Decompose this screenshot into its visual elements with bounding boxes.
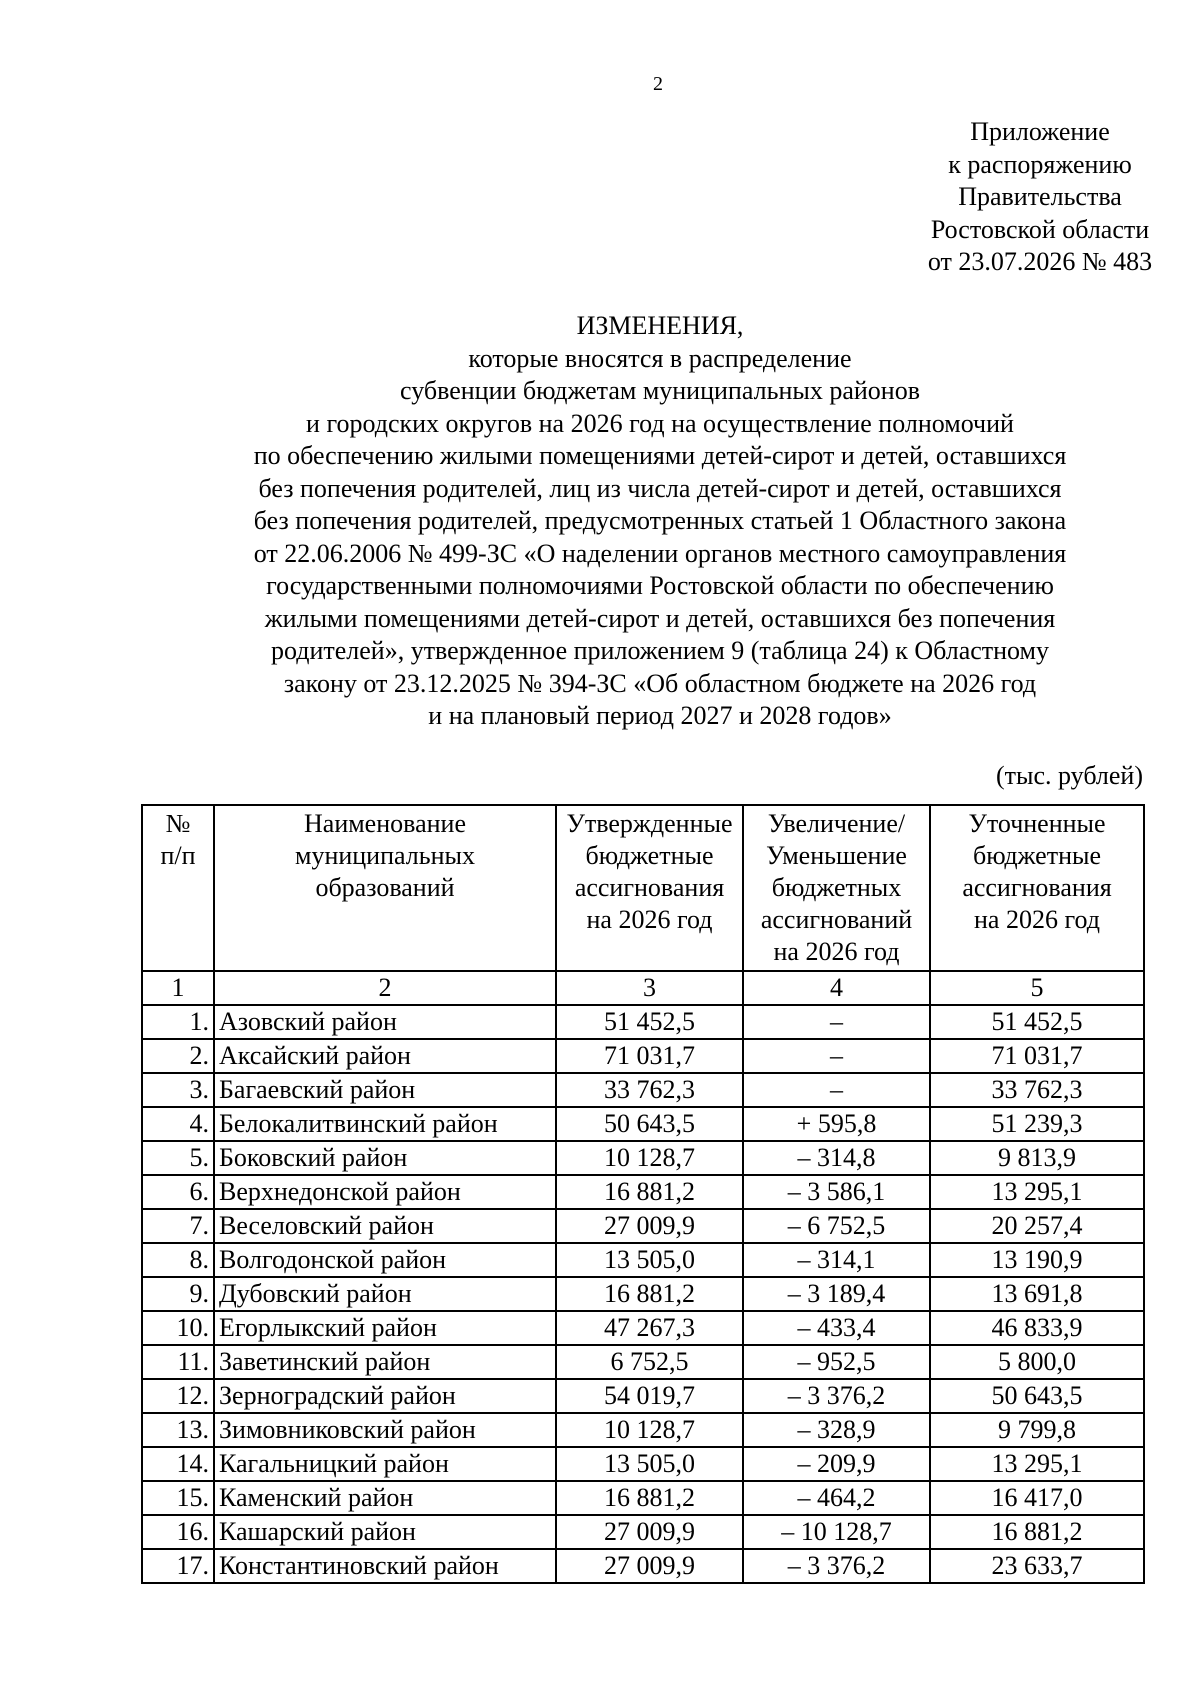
- municipality-name: Кашарский район: [214, 1515, 556, 1549]
- row-number: 14.: [142, 1447, 214, 1481]
- row-number: 9.: [142, 1277, 214, 1311]
- page-number: 2: [653, 73, 663, 95]
- municipality-name: Каменский район: [214, 1481, 556, 1515]
- header-line: Уменьшение: [766, 841, 907, 870]
- revised-allocation: 23 633,7: [930, 1549, 1144, 1583]
- revised-allocation: 20 257,4: [930, 1209, 1144, 1243]
- appendix-reference: [800, 116, 1200, 279]
- column-number: 4: [743, 971, 930, 1005]
- header-change-amount: [743, 805, 930, 971]
- change-amount: – 6 752,5: [743, 1209, 930, 1243]
- row-number: 4.: [142, 1107, 214, 1141]
- approved-allocation: 6 752,5: [556, 1345, 743, 1379]
- table-row: [142, 1447, 1144, 1481]
- row-number: 12.: [142, 1379, 214, 1413]
- change-amount: – 328,9: [743, 1413, 930, 1447]
- revised-allocation: 46 833,9: [930, 1311, 1144, 1345]
- title-line: которые вносятся в распределение: [468, 343, 852, 373]
- revised-allocation: 9 813,9: [930, 1141, 1144, 1175]
- row-number: 17.: [142, 1549, 214, 1583]
- table-row: [142, 1345, 1144, 1379]
- change-amount: – 314,8: [743, 1141, 930, 1175]
- header-line: бюджетные: [972, 841, 1101, 870]
- revised-allocation: 5 800,0: [930, 1345, 1144, 1379]
- table-row: [142, 1481, 1144, 1515]
- approved-allocation: 16 881,2: [556, 1481, 743, 1515]
- appendix-line: Ростовской области: [930, 214, 1150, 244]
- appendix-line: от 23.07.2026 № 483: [927, 247, 1153, 276]
- change-amount: – 464,2: [743, 1481, 930, 1515]
- approved-allocation: 16 881,2: [556, 1277, 743, 1311]
- change-amount: – 10 128,7: [743, 1515, 930, 1549]
- column-number: 5: [930, 971, 1144, 1005]
- revised-allocation: 13 190,9: [930, 1243, 1144, 1277]
- municipality-name: Аксайский район: [214, 1039, 556, 1073]
- table-row: [142, 1005, 1144, 1039]
- change-amount: – 209,9: [743, 1447, 930, 1481]
- appendix-line: Приложение: [970, 117, 1110, 146]
- change-amount: + 595,8: [743, 1107, 930, 1141]
- table-row: [142, 1175, 1144, 1209]
- table-row: [142, 1311, 1144, 1345]
- table-row: [142, 1243, 1144, 1277]
- header-line: ассигнования: [574, 873, 725, 902]
- change-amount: –: [743, 1073, 930, 1107]
- revised-allocation: 9 799,8: [930, 1413, 1144, 1447]
- column-number-row: [142, 971, 1144, 1005]
- approved-allocation: 10 128,7: [556, 1141, 743, 1175]
- title-line: жилыми помещениями детей-сирот и детей, оставшихся без попечения: [264, 603, 1056, 633]
- table-row: [142, 1073, 1144, 1107]
- approved-allocation: 50 643,5: [556, 1107, 743, 1141]
- row-number: 15.: [142, 1481, 214, 1515]
- title-line: родителей», утвержденное приложением 9 (таблица 24) к Областному: [270, 636, 1050, 665]
- title-line: закону от 23.12.2025 № 394-ЗС «Об областном бюджете на 2026 год: [283, 668, 1037, 698]
- revised-allocation: 13 691,8: [930, 1277, 1144, 1311]
- approved-allocation: 13 505,0: [556, 1243, 743, 1277]
- change-amount: –: [743, 1005, 930, 1039]
- table-row: [142, 1413, 1144, 1447]
- title-line: без попечения родителей, лиц из числа детей-сирот и детей, оставшихся: [258, 473, 1062, 503]
- row-number: 13.: [142, 1413, 214, 1447]
- header-line: №: [165, 809, 191, 838]
- document-title: [130, 310, 1190, 733]
- table-row: [142, 1209, 1144, 1243]
- municipality-name: Верхнедонской район: [214, 1175, 556, 1209]
- header-line: ассигнования: [962, 873, 1112, 902]
- approved-allocation: 33 762,3: [556, 1073, 743, 1107]
- municipality-name: Багаевский район: [214, 1073, 556, 1107]
- change-amount: – 3 376,2: [743, 1379, 930, 1413]
- approved-allocation: 71 031,7: [556, 1039, 743, 1073]
- revised-allocation: 71 031,7: [930, 1039, 1144, 1073]
- title-line: субвенции бюджетам муниципальных районов: [400, 376, 920, 405]
- table-row: [142, 1379, 1144, 1413]
- table-row: [142, 1107, 1144, 1141]
- header-line: Увеличение/: [767, 809, 906, 838]
- approved-allocation: 13 505,0: [556, 1447, 743, 1481]
- municipality-name: Егорлыкский район: [214, 1311, 556, 1345]
- header-line: Наименование: [304, 809, 466, 838]
- row-number: 6.: [142, 1175, 214, 1209]
- title-line: по обеспечению жилыми помещениями детей-сирот и детей, оставшихся: [253, 441, 1067, 470]
- appendix-line: к распоряжению: [948, 149, 1132, 179]
- title-line: без попечения родителей, предусмотренных статьей 1 Областного закона: [253, 506, 1067, 535]
- row-number: 3.: [142, 1073, 214, 1107]
- change-amount: – 3 189,4: [743, 1277, 930, 1311]
- row-number: 16.: [142, 1515, 214, 1549]
- header-line: на 2026 год: [586, 905, 713, 934]
- revised-allocation: 13 295,1: [930, 1447, 1144, 1481]
- title-line: государственными полномочиями Ростовской области по обеспечению: [266, 571, 1054, 600]
- header-line: образований: [315, 873, 455, 902]
- title-line: и городских округов на 2026 год на осуществление полномочий: [306, 408, 1014, 438]
- header-line: муниципальных: [294, 841, 475, 870]
- municipality-name: Зерноградский район: [214, 1379, 556, 1413]
- header-line: Утвержденные: [566, 809, 733, 838]
- column-number: 3: [556, 971, 743, 1005]
- header-line: на 2026 год: [773, 937, 900, 966]
- row-number: 2.: [142, 1039, 214, 1073]
- approved-allocation: 51 452,5: [556, 1005, 743, 1039]
- revised-allocation: 16 417,0: [930, 1481, 1144, 1515]
- title-line: от 22.06.2006 № 499-ЗС «О наделении органов местного самоуправления: [253, 538, 1067, 568]
- column-number: 2: [214, 971, 556, 1005]
- header-revised-allocation: [930, 805, 1144, 971]
- revised-allocation: 50 643,5: [930, 1379, 1144, 1413]
- row-number: 1.: [142, 1005, 214, 1039]
- revised-allocation: 13 295,1: [930, 1175, 1144, 1209]
- table-row: [142, 1039, 1144, 1073]
- header-line: Уточненные: [968, 809, 1106, 838]
- municipality-name: Азовский район: [214, 1005, 556, 1039]
- approved-allocation: 54 019,7: [556, 1379, 743, 1413]
- municipality-name: Зимовниковский район: [214, 1413, 556, 1447]
- header-line: п/п: [160, 841, 196, 870]
- table-row: [142, 1141, 1144, 1175]
- table-header-row: [142, 805, 1144, 971]
- municipality-name: Константиновский район: [214, 1549, 556, 1583]
- row-number: 11.: [142, 1345, 214, 1379]
- appendix-line: Правительства: [958, 182, 1122, 211]
- municipality-name: Боковский район: [214, 1141, 556, 1175]
- row-number: 8.: [142, 1243, 214, 1277]
- column-number: 1: [142, 971, 214, 1005]
- header-line: на 2026 год: [974, 905, 1100, 934]
- table-row: [142, 1549, 1144, 1583]
- header-approved-allocation: [556, 805, 743, 971]
- budget-table: [141, 804, 1145, 1584]
- revised-allocation: 51 452,5: [930, 1005, 1144, 1039]
- title-heading: ИЗМЕНЕНИЯ,: [576, 311, 744, 340]
- header-municipality-name: [214, 805, 556, 971]
- row-number: 5.: [142, 1141, 214, 1175]
- header-line: ассигнований: [760, 905, 913, 934]
- header-line: бюджетные: [585, 841, 714, 870]
- table-row: [142, 1277, 1144, 1311]
- approved-allocation: 47 267,3: [556, 1311, 743, 1345]
- change-amount: – 3 586,1: [743, 1175, 930, 1209]
- approved-allocation: 27 009,9: [556, 1549, 743, 1583]
- revised-allocation: 33 762,3: [930, 1073, 1144, 1107]
- approved-allocation: 27 009,9: [556, 1515, 743, 1549]
- municipality-name: Заветинский район: [214, 1345, 556, 1379]
- municipality-name: Белокалитвинский район: [214, 1107, 556, 1141]
- title-line: и на плановый период 2027 и 2028 годов»: [428, 701, 892, 730]
- units-label: (тыс. рублей): [995, 761, 1143, 790]
- header-line: бюджетных: [771, 873, 902, 902]
- table-row: [142, 1515, 1144, 1549]
- row-number: 10.: [142, 1311, 214, 1345]
- change-amount: – 952,5: [743, 1345, 930, 1379]
- change-amount: –: [743, 1039, 930, 1073]
- change-amount: – 314,1: [743, 1243, 930, 1277]
- municipality-name: Волгодонской район: [214, 1243, 556, 1277]
- change-amount: – 3 376,2: [743, 1549, 930, 1583]
- approved-allocation: 16 881,2: [556, 1175, 743, 1209]
- municipality-name: Веселовский район: [214, 1209, 556, 1243]
- header-row-number: [142, 805, 214, 971]
- municipality-name: Дубовский район: [214, 1277, 556, 1311]
- row-number: 7.: [142, 1209, 214, 1243]
- revised-allocation: 16 881,2: [930, 1515, 1144, 1549]
- revised-allocation: 51 239,3: [930, 1107, 1144, 1141]
- approved-allocation: 27 009,9: [556, 1209, 743, 1243]
- municipality-name: Кагальницкий район: [214, 1447, 556, 1481]
- change-amount: – 433,4: [743, 1311, 930, 1345]
- approved-allocation: 10 128,7: [556, 1413, 743, 1447]
